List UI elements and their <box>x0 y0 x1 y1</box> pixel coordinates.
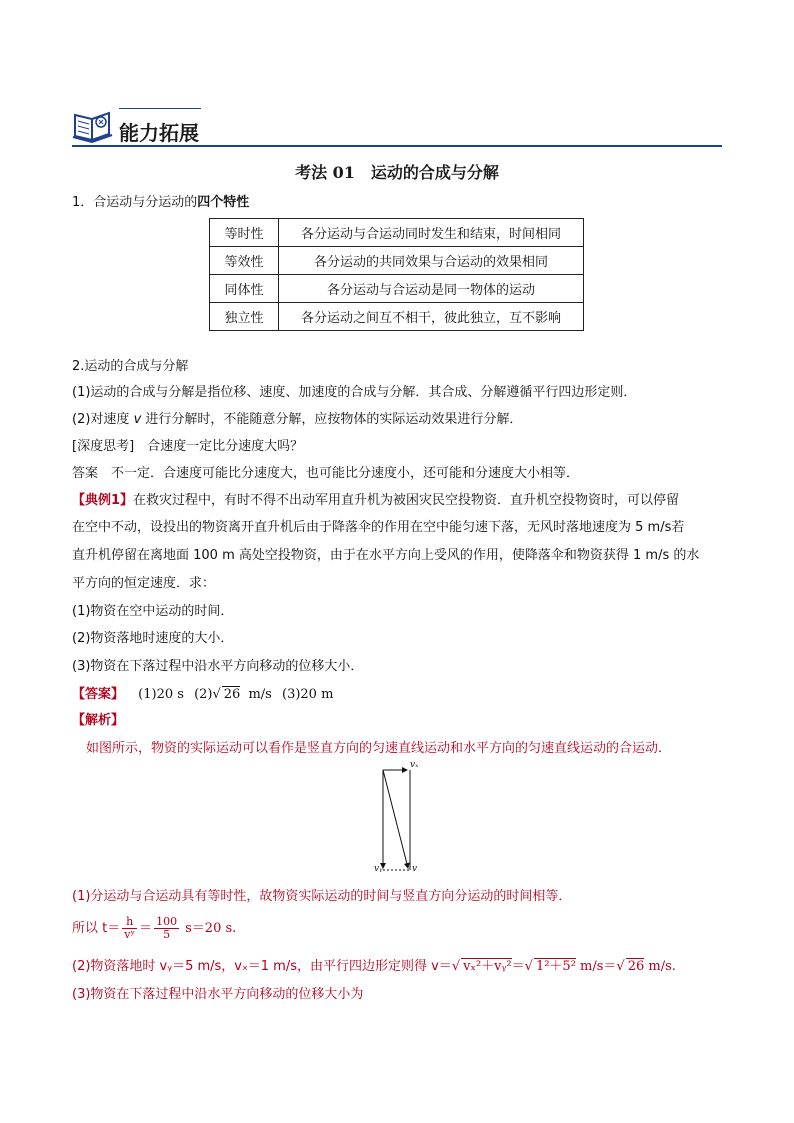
book-icon <box>72 107 114 143</box>
sec2-p2 <box>72 412 522 428</box>
sqrt-26: 26 <box>627 959 645 974</box>
sqrt-1-5: 1²＋5² <box>535 959 576 974</box>
answer-2-prefix: (2) <box>194 687 213 702</box>
property-desc: 各分运动的共同效果与合运动的效果相同 <box>279 247 584 275</box>
intro-bold: 四个特性 <box>197 195 250 210</box>
sec2-p1: (1)运动的合成与分解是指位移、速度、加速度的合成与分解．其合成、分解遵循平行四边形定则． <box>72 385 637 400</box>
analysis-step-1: (1)分运动与合运动具有等时性，故物资实际运动的时间与竖直方向分运动的时间相等． <box>72 889 572 904</box>
example-line-2: 在空中不动，设投出的物资离开直升机后由于降落伞的作用在空中能匀速下落，无风时落地速度为 5 m/s若 <box>72 520 685 535</box>
think-answer: 答案 不一定．合速度可能比分速度大，也可能比分速度小，还可能和分速度大小相等． <box>72 466 580 481</box>
property-desc: 各分运动之间互不相干，彼此独立，互不影响 <box>279 303 584 331</box>
answer-2-root: 26 <box>223 687 241 702</box>
intro-prefix: 1．合运动与分运动的 <box>72 195 198 210</box>
property-name: 等效性 <box>210 247 279 275</box>
property-desc: 各分运动与合运动是同一物体的运动 <box>279 275 584 303</box>
analysis-step-2: (2)物资落地时 vᵧ＝5 m/s，vₓ＝1 m/s，由平行四边形定则得 v＝√ vₓ²＋vᵧ²＝√ 1²＋5² m/s＝√ 26 m/s. <box>72 959 676 974</box>
intro-line <box>72 195 249 211</box>
question-1: (1)物资在空中运动的时间． <box>72 604 234 619</box>
analysis-step-3: (3)物资在下落过程中沿水平方向移动的位移大小为 <box>72 987 364 1002</box>
answer-3: (3)20 m <box>282 687 334 702</box>
example-line-4: 平方向的恒定速度．求： <box>72 576 216 591</box>
answer-line: 【答案】 (1)20 s (2)√ 26 m/s (3)20 m <box>72 687 334 702</box>
analysis-label: 【解析】 <box>72 713 125 728</box>
fraction-h-vy: $\frac{h}{\text{vʸ}}$ <box>124 915 136 941</box>
question-3: (3)物资在下落过程中沿水平方向移动的位移大小． <box>72 659 364 674</box>
answer-2-unit: m/s <box>248 687 272 702</box>
section-title: 考法 01 运动的合成与分解 <box>295 163 499 182</box>
table-row <box>210 247 584 275</box>
vy-label: vᵧ <box>374 864 383 874</box>
property-name: 同体性 <box>210 275 279 303</box>
sqrt-vx-vy: vₓ²＋vᵧ² <box>463 959 512 974</box>
sec2-heading: 2.运动的合成与分解 <box>72 359 189 374</box>
sec2-p2-a: (2)对速度 <box>72 412 134 427</box>
vx-label: vₓ <box>410 760 419 770</box>
question-2: (2)物资落地时速度的大小． <box>72 631 234 646</box>
table-row <box>210 219 584 247</box>
header-title: 能力拓展 <box>119 121 199 145</box>
v-label: v <box>412 864 418 874</box>
header-rule <box>72 145 722 147</box>
table-row <box>210 303 584 331</box>
fraction-100-5: $\frac{100}{5}$ <box>156 915 178 941</box>
example-line-1 <box>72 493 679 509</box>
table-row <box>210 275 584 303</box>
calc-1-prefix: 所以 t＝ <box>72 921 121 936</box>
answer-label: 【答案】 <box>72 687 125 702</box>
deep-think: [深度思考] 合速度一定比分速度大吗？ <box>72 439 304 454</box>
velocity-diagram <box>370 760 424 880</box>
calc-1-result: s＝20 s. <box>185 921 237 936</box>
analysis-calc-1: 所以 t＝ $\frac{h}{\text{vʸ}}$ ＝ $\frac{100}{5}$ s＝20 s. <box>72 915 237 941</box>
sec2-p2-b: 进行分解时，不能随意分解，应按物体的实际运动效果进行分解． <box>141 412 523 427</box>
header-top-line <box>119 108 201 109</box>
v-arrow <box>383 770 408 868</box>
answer-1: (1)20 s <box>138 687 184 702</box>
example-text: 在救灾过程中，有时不得不出动军用直升机为被困灾民空投物资．直升机空投物资时，可以停留 <box>133 493 680 508</box>
example-line-3: 直升机停留在离地面 100 m 高处空投物资，由于在水平方向上受风的作用，使降落伞和物资获得 1 m/s 的水 <box>72 548 700 563</box>
property-name: 独立性 <box>210 303 279 331</box>
property-desc: 各分运动与合运动同时发生和结束，时间相同 <box>279 219 584 247</box>
sec2-p2-v: v <box>133 412 142 427</box>
example-label: 【典例1】 <box>72 493 134 508</box>
analysis-intro: 如图所示，物资的实际运动可以看作是竖直方向的匀速直线运动和水平方向的匀速直线运动的合运动． <box>86 741 672 756</box>
properties-table <box>209 218 584 331</box>
property-name: 等时性 <box>210 219 279 247</box>
